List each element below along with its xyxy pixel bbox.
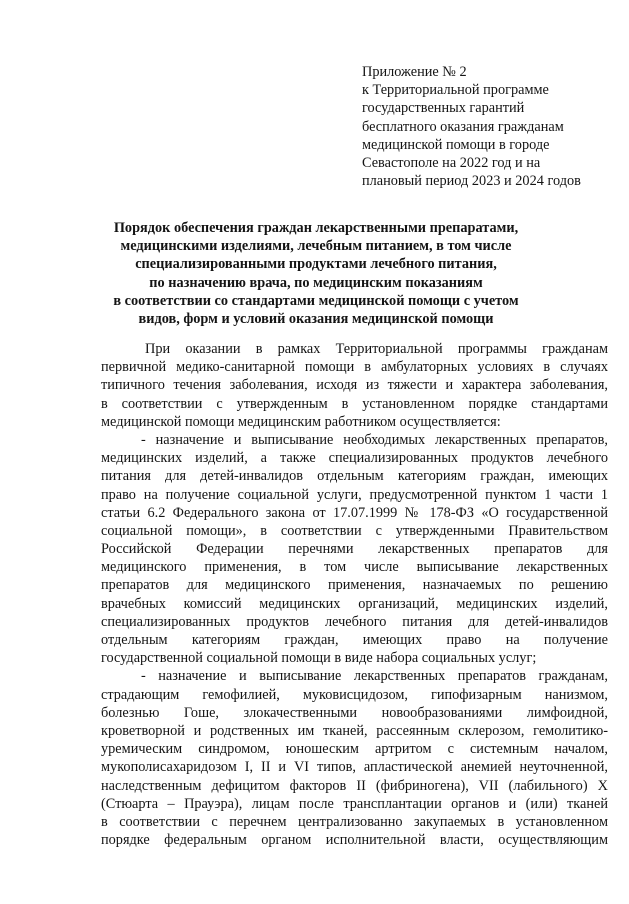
body-line: первичной медико-санитарной помощи в амбулаторных условиях в случаях [101, 359, 608, 376]
body-line: социальной помощи», в соответствии с утвержденными Правительством [101, 522, 608, 539]
document-body [101, 340, 608, 849]
appendix-line: плановый период 2023 и 2024 годов [362, 173, 581, 190]
title-line: в соответствии со стандартами медицинской помощи с учетом [113, 292, 519, 309]
body-line: специализированных продуктов лечебного питания для детей-инвалидов [101, 613, 608, 630]
body-line: статьи 6.2 Федерального закона от 17.07.1999 № 178-ФЗ «О государственной [101, 504, 608, 521]
body-line: При оказании в рамках Территориальной программы гражданам [145, 341, 608, 357]
body-line: (Стюарта – Прауэра), лицам после трансплантации органов и (или) тканей [101, 795, 608, 812]
body-line: мукополисахаридозом I, II и VI типов, апластической анемией неуточненной, [101, 759, 608, 776]
body-line: медицинского применения, в том числе выписывание лекарственных [101, 559, 608, 576]
body-line: - назначение и выписывание лекарственных препаратов гражданам, [141, 668, 608, 685]
body-line: кроветворной и родственных им тканей, рассеянным склерозом, гемолитико- [101, 722, 608, 739]
body-line: врачебных комиссий медицинских организаций, медицинских изделий, [101, 595, 608, 612]
body-line: медицинской помощи медицинским работником осуществляется: [101, 413, 501, 430]
title-line: специализированными продуктами лечебного питания, [135, 256, 497, 273]
body-line: питания для детей-инвалидов отдельным категориям граждан, имеющих [101, 468, 608, 485]
appendix-header [362, 63, 622, 190]
appendix-line: Севастополе на 2022 год и на [362, 155, 541, 172]
body-line: в соответствии с перечнем централизованно закупаемых в установленном [101, 813, 608, 830]
appendix-line: бесплатного оказания гражданам [362, 118, 564, 135]
body-line: Российской Федерации перечнями лекарственных препаратов для [101, 541, 608, 558]
title-line: по назначению врача, по медицинским показаниям [149, 274, 483, 291]
appendix-line: Приложение № 2 [362, 64, 467, 80]
appendix-line: государственных гарантий [362, 100, 525, 117]
body-line: наследственным дефицитом факторов II (фибриногена), VII (лабильного) X [101, 777, 608, 794]
body-line: право на получение социальной услуги, предусмотренной пунктом 1 части 1 [101, 486, 608, 503]
title-line: видов, форм и условий оказания медицинской помощи [138, 311, 494, 328]
document-title [100, 219, 532, 328]
title-line: Порядок обеспечения граждан лекарственными препаратами, [113, 220, 519, 236]
body-line: уремическим синдромом, юношеским артритом с системным началом, [101, 741, 608, 758]
body-line: отдельным категориям граждан, имеющих право на получение [101, 632, 608, 648]
body-line: типичного течения заболевания, исходя из тяжести и характера заболевания, [101, 377, 608, 394]
body-line: страдающим гемофилией, муковисцидозом, гипофизарным нанизмом, [101, 686, 608, 703]
body-line: медицинских изделий, а также специализированных продуктов лечебного [101, 450, 608, 467]
body-line: порядке федеральным органом исполнительной власти, осуществляющим [101, 832, 608, 849]
appendix-line: медицинской помощи в городе [362, 136, 550, 153]
body-line: препаратов для медицинского применения, назначаемых по решению [101, 577, 608, 594]
title-line: медицинскими изделиями, лечебным питанием, в том числе [120, 238, 512, 255]
appendix-line: к Территориальной программе [362, 82, 549, 99]
body-line: - назначение и выписывание необходимых лекарственных препаратов, [141, 431, 608, 448]
body-line: в соответствии с утвержденным в установленном порядке стандартами [101, 395, 608, 412]
body-line: государственной социальной помощи в виде набора социальных услуг; [101, 650, 537, 667]
body-line: болезнью Гоше, злокачественными новообразованиями лимфоидной, [101, 704, 608, 721]
